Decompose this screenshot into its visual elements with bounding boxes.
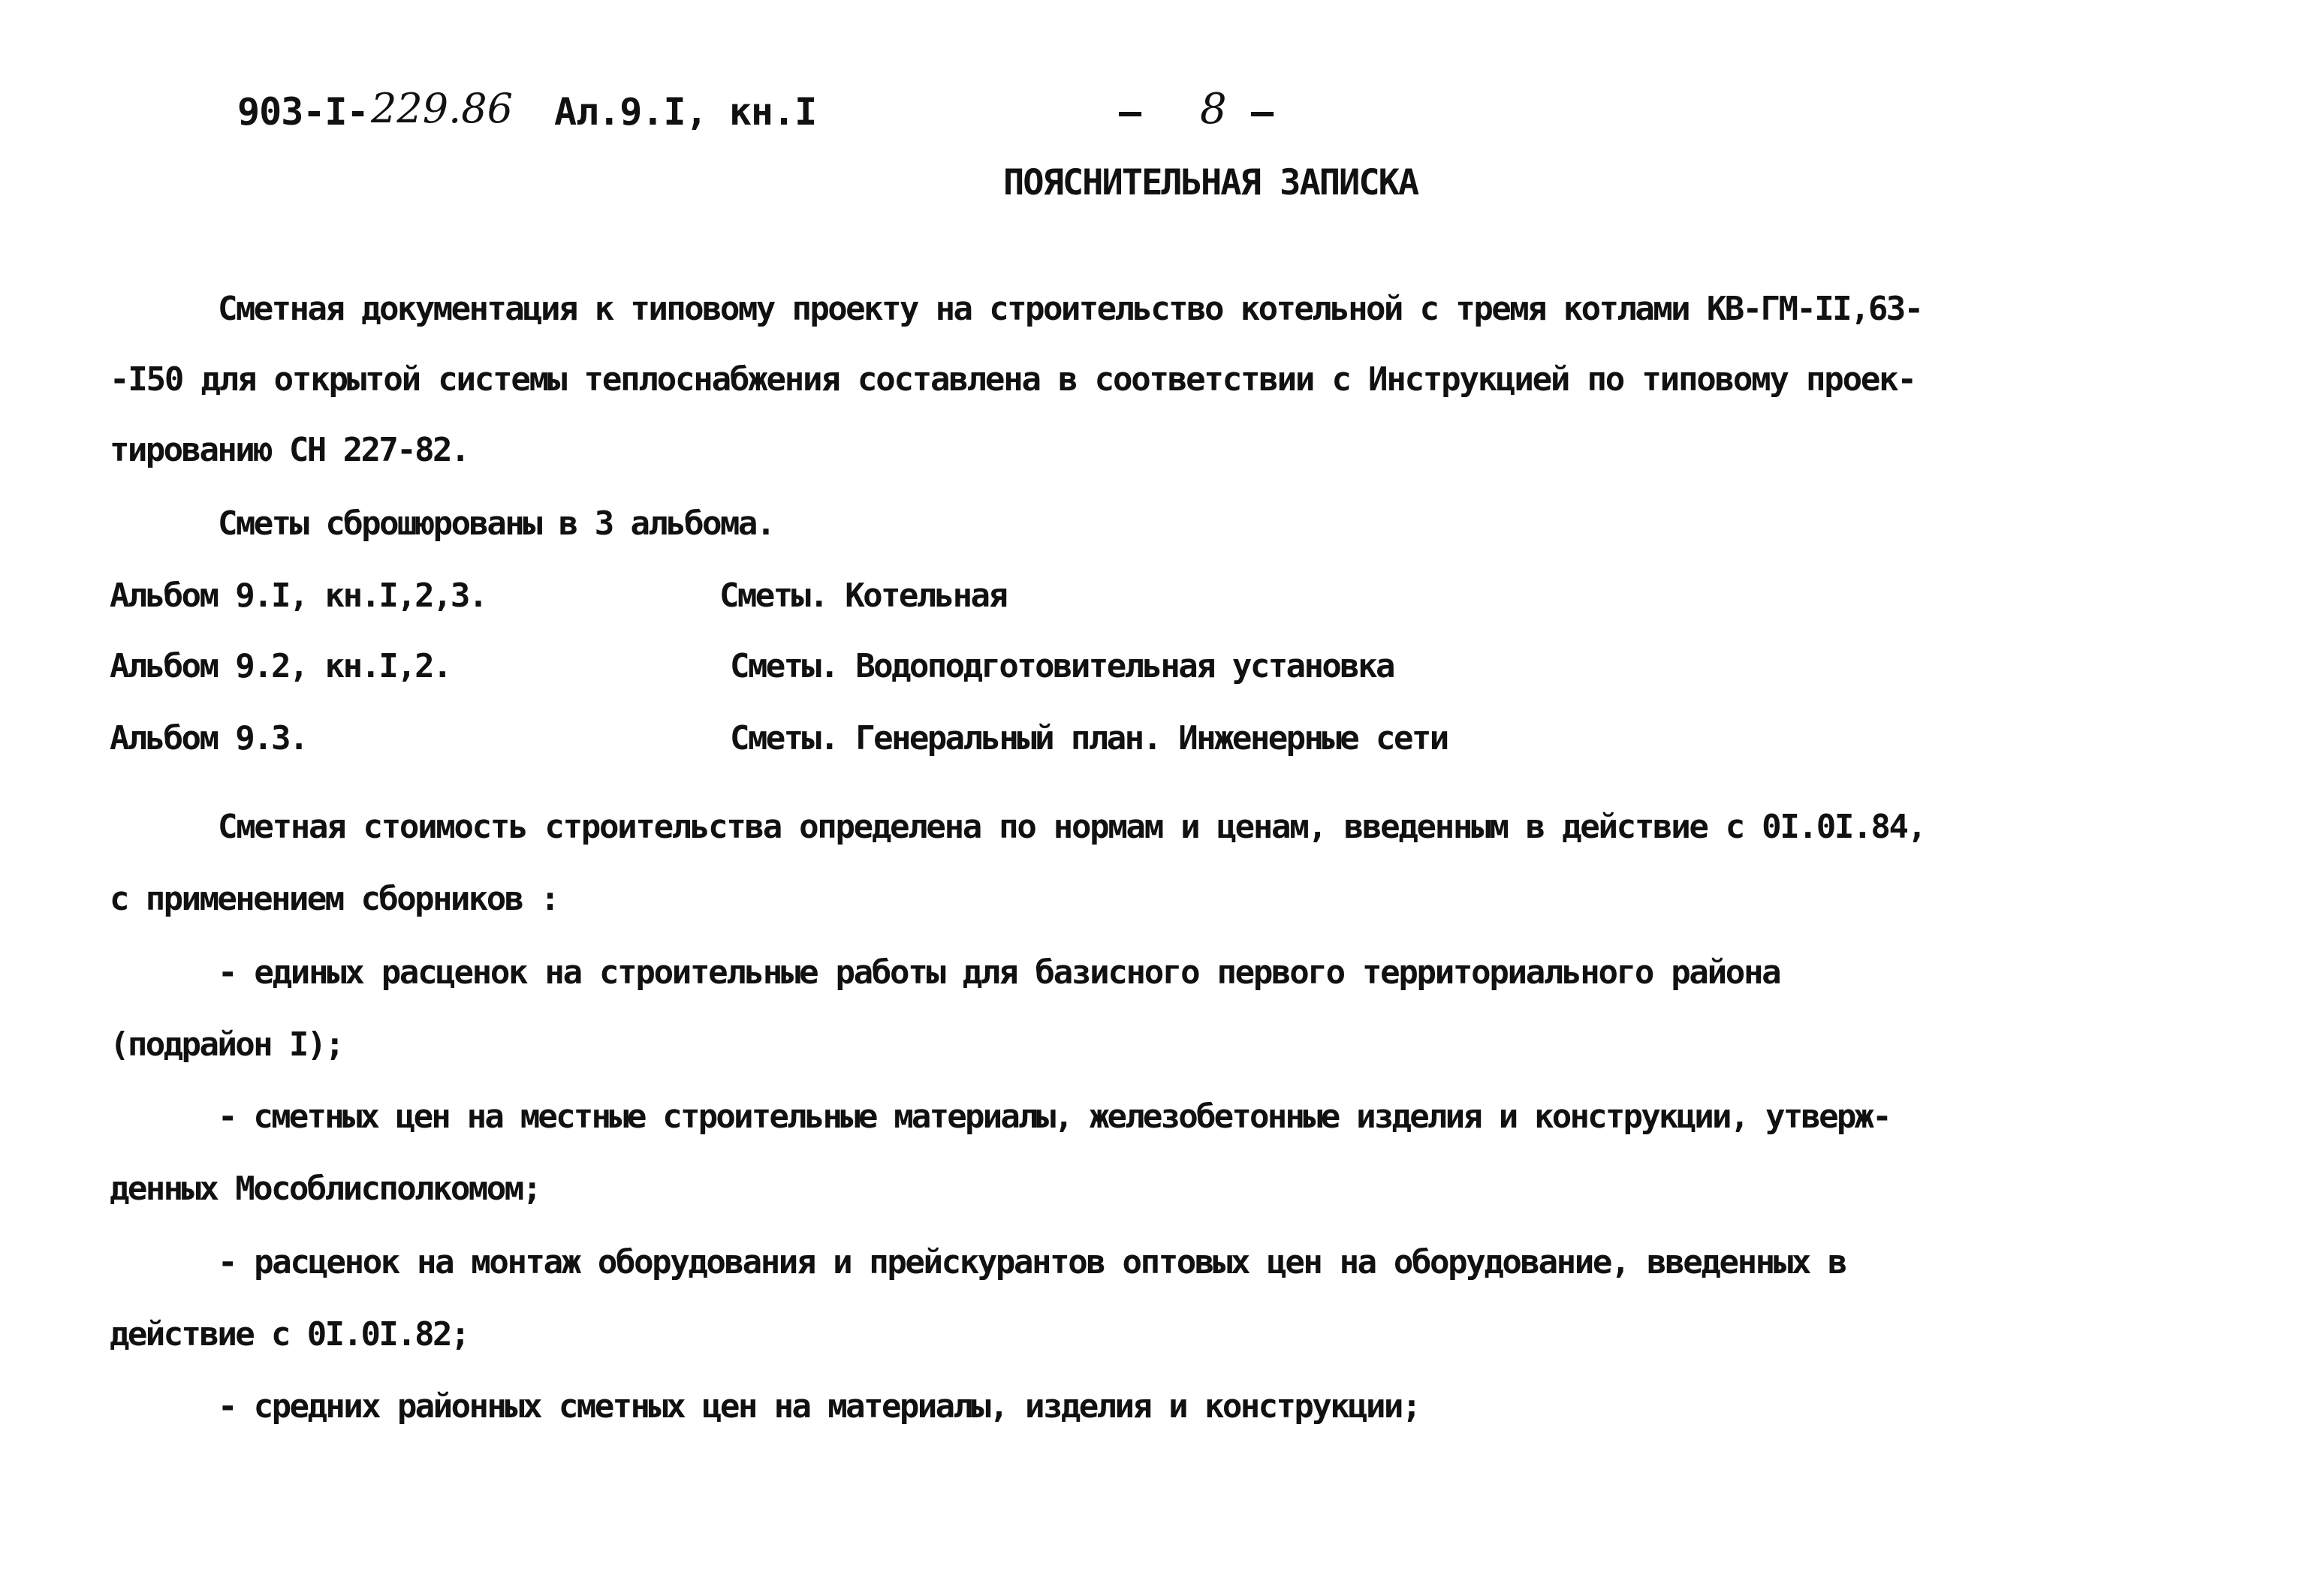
album-description: Сметы. Котельная — [719, 577, 1007, 615]
album-description: Сметы. Водоподготовительная установка — [730, 647, 1394, 685]
album-description: Сметы. Генеральный план. Инженерные сети — [730, 719, 1448, 757]
intro-line-2: -I50 для открытой системы теплоснабжения составлена в соответствии с Инструкцией по типовому проек- — [110, 360, 1916, 399]
doc-number-prefix: 903-I- — [237, 90, 369, 134]
list-item-line: - сметных цен на местные строительные материалы, железобетонные изделия и конструкции, утверж- — [218, 1098, 1890, 1136]
list-item-line: действие с 0I.0I.82; — [110, 1315, 469, 1354]
page-dash-left: — — [1119, 90, 1142, 134]
intro-line-3: тированию СН 227-82. — [110, 431, 469, 469]
list-item-line: - расценок на монтаж оборудования и прейскурантов оптовых цен на оборудование, введенных в — [218, 1243, 1846, 1281]
page-title: ПОЯСНИТЕЛЬНАЯ ЗАПИСКА — [1003, 162, 1418, 203]
bound-albums-line: Сметы сброшюрованы в 3 альбома. — [218, 504, 774, 543]
list-item-line: - средних районных сметных цен на материалы, изделия и конструкции; — [218, 1387, 1420, 1426]
page-number: 8 — [1200, 85, 1227, 134]
list-item-line: - единых расценок на строительные работы для базисного первого территориального района — [218, 953, 1780, 992]
album-label: Альбом 9.3. — [110, 719, 307, 757]
cost-line-2: с применением сборников : — [110, 880, 559, 918]
album-label: Альбом 9.I, кн.I,2,3. — [110, 577, 487, 615]
intro-line-1: Сметная документация к типовому проекту на строительство котельной с тремя котлами КВ-ГМ-II,63- — [218, 290, 1922, 328]
list-item-line: денных Мособлисполкомом; — [110, 1170, 541, 1208]
list-item-line: (подрайон I); — [110, 1025, 343, 1064]
cost-line-1: Сметная стоимость строительства определена по нормам и ценам, введенным в действие с 0I.0I.84, — [218, 808, 1925, 846]
album-reference: Ал.9.I, кн.I — [554, 90, 817, 134]
page-dash-right: — — [1251, 90, 1274, 134]
doc-number-handwritten: 229.86 — [371, 85, 513, 132]
album-label: Альбом 9.2, кн.I,2. — [110, 647, 451, 685]
